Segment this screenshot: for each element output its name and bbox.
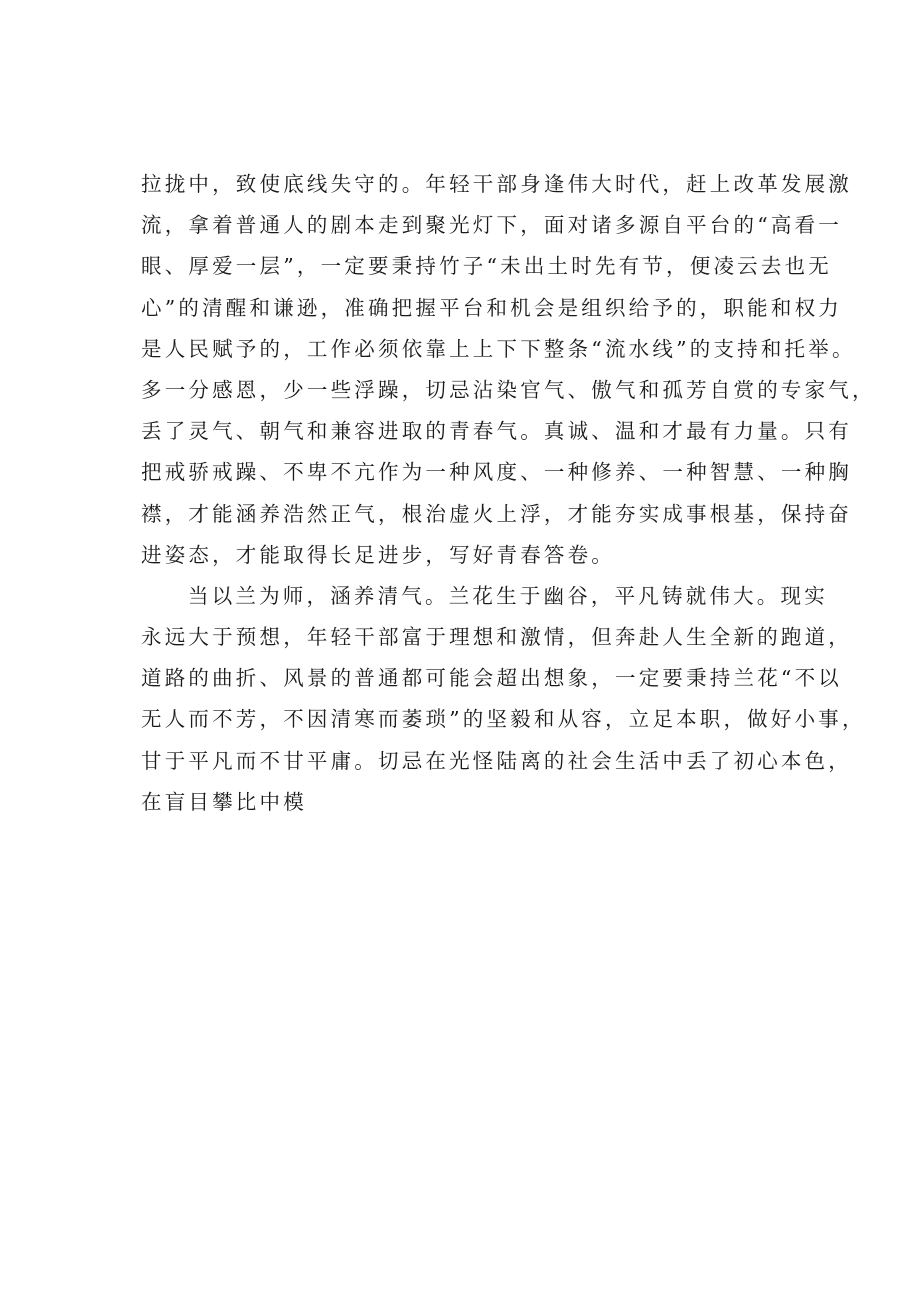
text-line: 襟，才能涵养浩然正气，根治虚火上浮，才能夯实成事根基，保持奋 (141, 501, 852, 526)
text-line: 流，拿着普通人的剧本走到聚光灯下，面对诸多源自平台的“高看一 (141, 213, 842, 238)
text-line: 多一分感恩，少一些浮躁，切忌沾染官气、傲气和孤芳自赏的专家气， (141, 377, 876, 402)
text-line: 在盲目攀比中模 (141, 789, 307, 814)
text-line: 拉拢中，致使底线失守的。年轻干部身逢伟大时代，赶上改革发展激 (141, 172, 852, 196)
text-line: 进姿态，才能取得长足进步，写好青春答卷。 (141, 542, 615, 567)
text-line-indented: 当以兰为师，涵养清气。兰花生于幽谷，平凡铸就伟大。现实 (188, 583, 828, 608)
text-line: 把戒骄戒躁、不卑不亢作为一种风度、一种修养、一种智慧、一种胸 (141, 460, 852, 485)
text-line: 甘于平凡而不甘平庸。切忌在光怪陆离的社会生活中丢了初心本色， (141, 748, 852, 773)
text-line: 无人而不芳，不因清寒而萎琐”的坚毅和从容，立足本职，做好小事， (141, 707, 866, 732)
text-line: 丢了灵气、朝气和兼容进取的青春气。真诚、温和才最有力量。只有 (141, 419, 852, 444)
text-line: 永远大于预想，年轻干部富于理想和激情，但奔赴人生全新的跑道， (141, 625, 852, 650)
text-line: 是人民赋予的，工作必须依靠上上下下整条“流水线”的支持和托举。 (141, 336, 856, 361)
text-line: 眼、厚爱一层”，一定要秉持竹子“未出土时先有节，便凌云去也无 (141, 254, 832, 279)
paragraph-1 (141, 164, 876, 576)
text-line: 心”的清醒和谦逊，准确把握平台和机会是组织给予的，职能和权力 (141, 295, 842, 320)
text-line: 道路的曲折、风景的普通都可能会超出想象，一定要秉持兰花“不以 (141, 666, 842, 691)
body-text (141, 164, 876, 823)
paragraph-2 (141, 576, 866, 823)
